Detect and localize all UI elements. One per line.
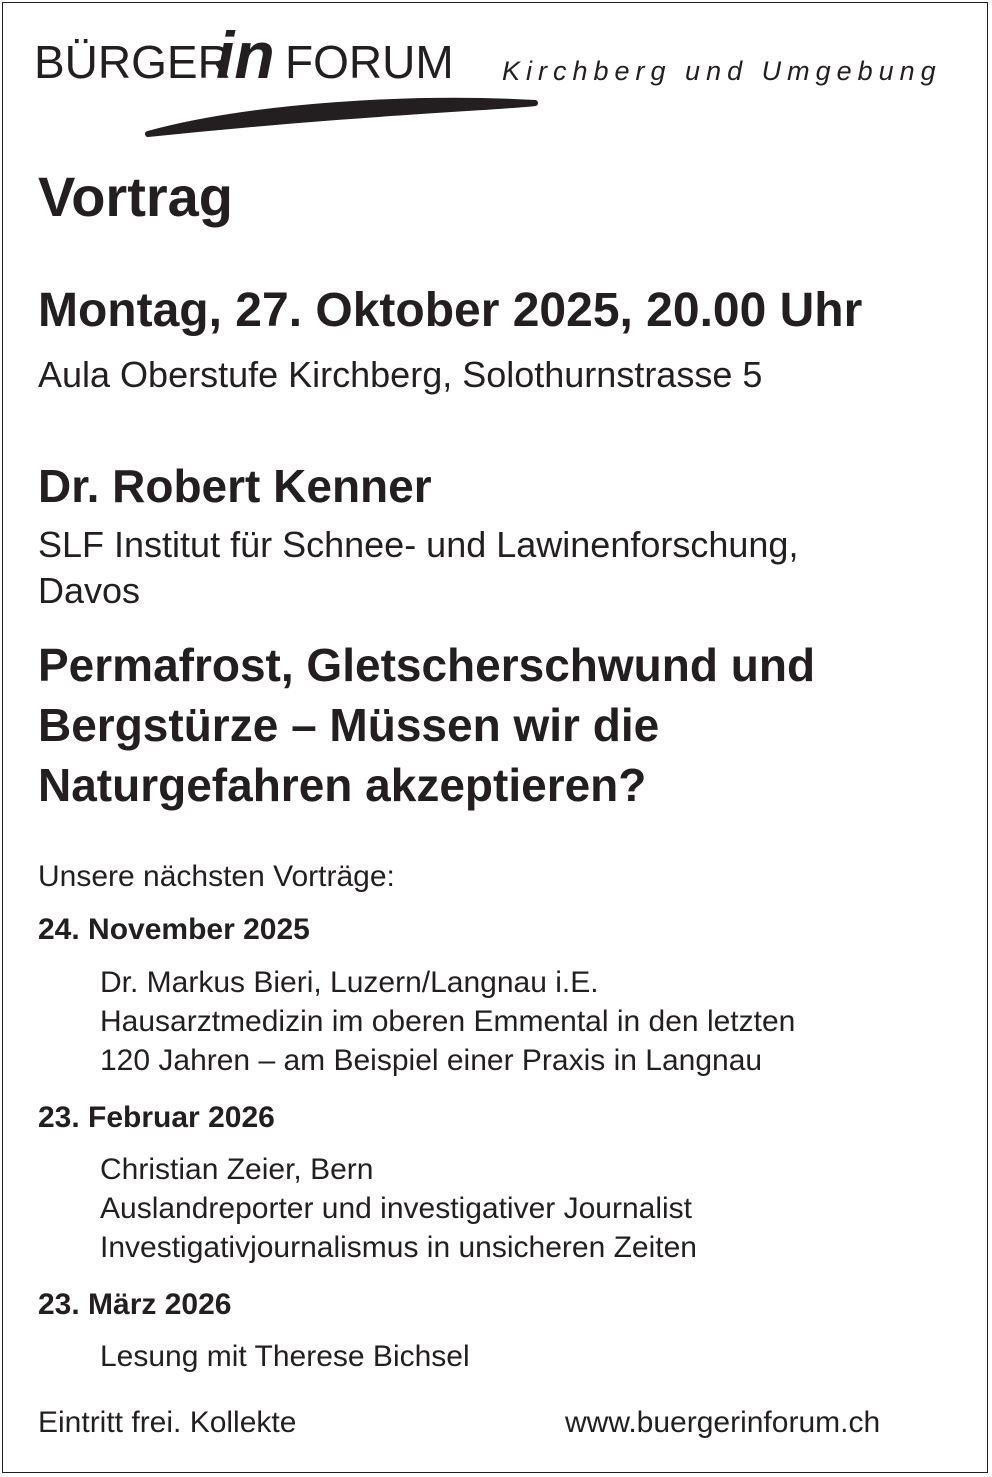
description-line: Christian Zeier, Bern [100, 1153, 374, 1186]
topic-line: Permafrost, Gletscherschwund und [38, 639, 816, 691]
logo-swoosh [148, 101, 535, 134]
upcoming-description [100, 963, 795, 1080]
logo-word-forum: FORUM [285, 36, 454, 88]
description-line: Hausarztmedizin im oberen Emmental in den letzten [100, 1005, 796, 1038]
institution-line: Davos [38, 570, 141, 611]
event-venue: Aula Oberstufe Kirchberg, Solothurnstrasse 5 [38, 354, 763, 395]
talk-topic [38, 635, 968, 815]
description-line: 120 Jahren – am Beispiel einer Praxis in Langnau [100, 1044, 763, 1077]
institution-line: SLF Institut für Schnee- und Lawinenforschung, [38, 524, 799, 565]
description-line: Auslandreporter und investigativer Journalist [100, 1192, 692, 1225]
upcoming-description [100, 1337, 470, 1376]
upcoming-date: 23. März 2026 [38, 1288, 232, 1321]
speaker-institution [38, 522, 968, 614]
description-line: Dr. Markus Bieri, Luzern/Langnau i.E. [100, 966, 599, 999]
logo-word-in: in [216, 18, 275, 92]
upcoming-date: 24. November 2025 [38, 913, 310, 946]
website-link[interactable]: www.buergerinforum.ch [565, 1406, 881, 1439]
description-line: Lesung mit Therese Bichsel [100, 1340, 470, 1373]
logo-tagline: Kirchberg und Umgebung [502, 56, 942, 86]
upcoming-date: 23. Februar 2026 [38, 1101, 275, 1134]
event-datetime: Montag, 27. Oktober 2025, 20.00 Uhr [38, 284, 863, 337]
buergerinforum-logo [30, 8, 965, 143]
admission-note: Eintritt frei. Kollekte [38, 1406, 297, 1439]
topic-line: Naturgefahren akzeptieren? [38, 759, 647, 811]
description-line: Investigativjournalismus in unsicheren Zeiten [100, 1231, 697, 1264]
event-type-heading: Vortrag [38, 165, 233, 228]
logo-word-buerger: BÜRGER [34, 36, 231, 88]
speaker-name: Dr. Robert Kenner [38, 460, 432, 512]
upcoming-description [100, 1150, 697, 1267]
topic-line: Bergstürze – Müssen wir die [38, 699, 660, 751]
upcoming-heading: Unsere nächsten Vorträge: [38, 860, 395, 893]
